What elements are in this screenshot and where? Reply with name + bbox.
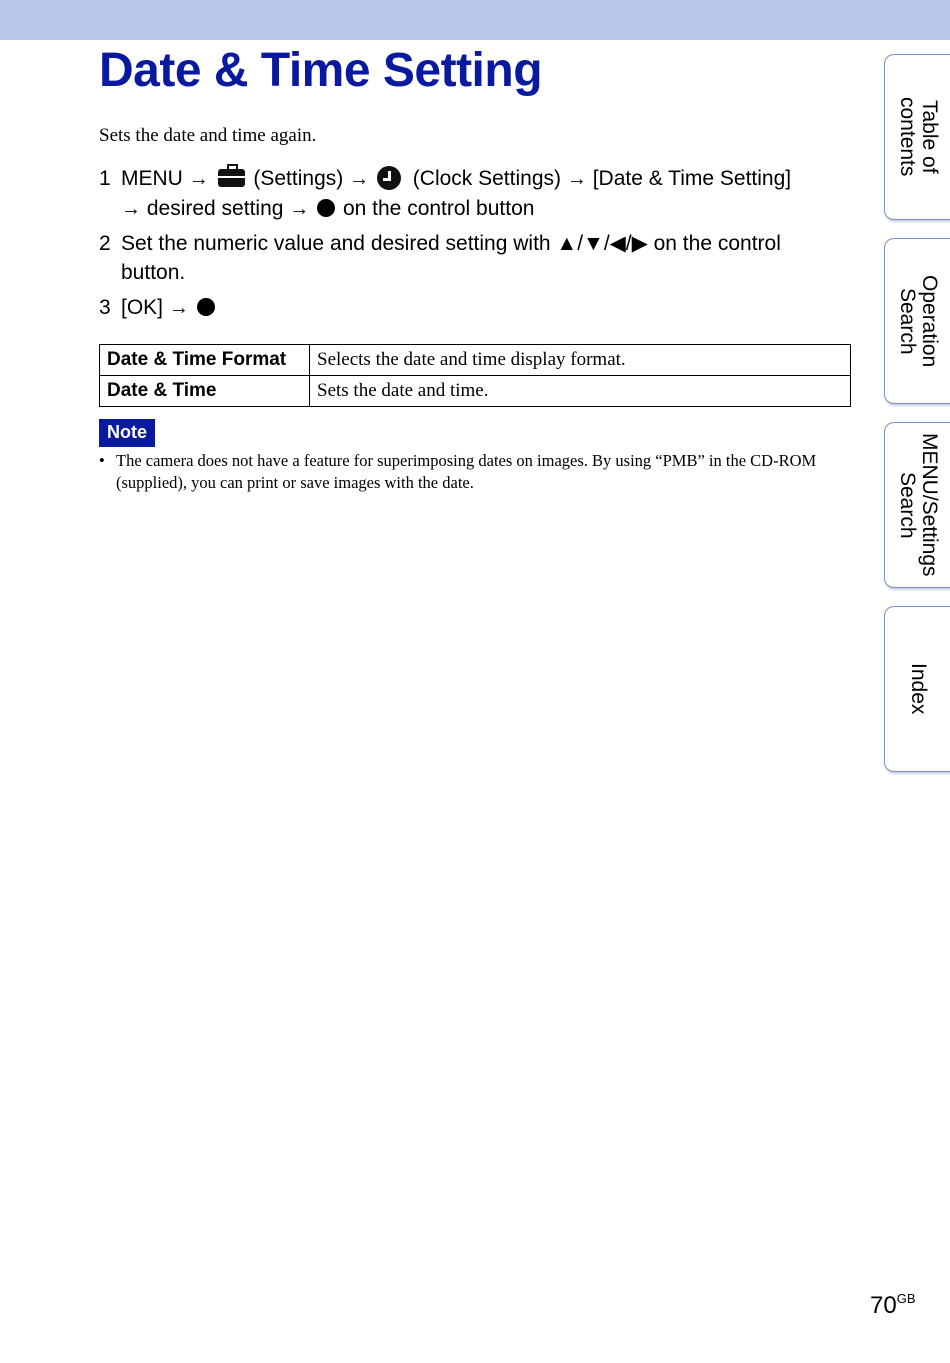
tab-label: MENU/Settings Search [896, 433, 941, 577]
menu-label: MENU [121, 167, 183, 190]
step-text: Set the numeric value and desired setting with ▲/▼/◀/▶ on the control button. [121, 232, 781, 284]
table-cell-label: Date & Time Format [100, 345, 310, 376]
menu-item-label: [Date & Time Setting] [592, 167, 792, 190]
step-2 [99, 229, 849, 287]
arrow-icon: → [188, 168, 209, 190]
clock-icon [377, 166, 401, 190]
tab-index[interactable] [884, 606, 950, 772]
tab-menu-settings-search[interactable] [884, 422, 950, 588]
desired-setting-label: desired setting [146, 197, 284, 220]
control-button-label: on the control button [342, 197, 535, 220]
circle-button-icon [197, 298, 215, 316]
tab-label: Table of contents [896, 97, 941, 177]
header-band [0, 0, 950, 40]
circle-button-icon [317, 199, 335, 217]
page-number-suffix: GB [896, 1291, 916, 1306]
table-row [100, 376, 851, 407]
page-number-value: 70 [870, 1292, 897, 1319]
settings-label: (Settings) [253, 167, 344, 190]
table-cell-label: Date & Time [100, 376, 310, 407]
step-number: 3 [99, 296, 111, 319]
ok-label: [OK] [121, 296, 164, 319]
step-3 [99, 293, 849, 323]
step-1 [99, 164, 849, 224]
table-cell-description: Sets the date and time. [310, 376, 851, 407]
intro-text: Sets the date and time again. [99, 125, 317, 146]
table-row [100, 345, 851, 376]
arrow-icon: → [289, 198, 310, 220]
tab-operation-search[interactable] [884, 238, 950, 404]
table-cell-description: Selects the date and time display format. [310, 345, 851, 376]
page-number [870, 1286, 916, 1319]
note-badge: Note [99, 419, 155, 447]
note-item [99, 450, 829, 494]
step-number: 2 [99, 232, 111, 255]
step-number: 1 [99, 167, 111, 190]
note-text: The camera does not have a feature for superimposing dates on images. By using “PMB” in the CD-ROM (supplied), you can print or save images with the date. [116, 451, 817, 492]
tab-table-of-contents[interactable] [884, 54, 950, 220]
tab-label: Index [907, 663, 930, 715]
arrow-icon: → [121, 198, 141, 220]
clock-settings-label: (Clock Settings) [412, 167, 561, 190]
toolbox-icon [218, 169, 245, 187]
page-title: Date & Time Setting [99, 44, 543, 97]
settings-table [99, 344, 851, 407]
arrow-icon: → [168, 297, 189, 319]
arrow-icon: → [349, 168, 370, 190]
arrow-icon: → [566, 168, 587, 190]
tab-label: Operation Search [896, 274, 941, 368]
bullet-icon: • [99, 451, 105, 470]
